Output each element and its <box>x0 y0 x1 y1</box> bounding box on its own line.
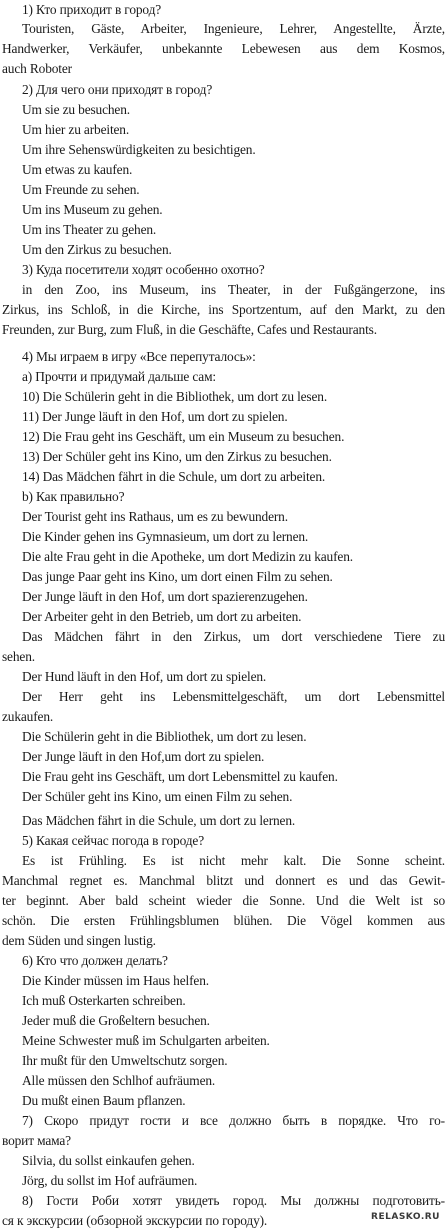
text-line: sehen. <box>2 649 35 664</box>
text-line: 5) Какая сейчас погода в городе? <box>22 833 205 848</box>
text-line: ter beginnt. Aber bald scheint wieder die Sonne. Und die Welt ist so <box>2 893 445 908</box>
text-line: Das junge Paar geht ins Kino, um dort einen Film zu sehen. <box>22 569 333 584</box>
text-line: Um etwas zu kaufen. <box>22 162 133 177</box>
text-line: Um Freunde zu sehen. <box>22 182 140 197</box>
text-line: 8) Гости Роби хотят увидеть город. Мы должны подготовить- <box>22 1193 445 1208</box>
text-line: Der Hund läuft in den Hof, um dort zu spielen. <box>22 669 267 684</box>
text-line: 11) Der Junge läuft in den Hof, um dort zu spielen. <box>22 409 288 424</box>
text-line: 1) Кто приходит в город? <box>22 2 162 17</box>
text-line: Ich muß Osterkarten schreiben. <box>22 993 186 1008</box>
text-line: 6) Кто что должен делать? <box>22 953 168 968</box>
text-line: Zirkus, ins Schloß, in die Kirche, ins Sportzentum, auf den Markt, zu den <box>2 302 445 317</box>
text-line: 7) Скоро придут гости и все должно быть в порядке. Что го- <box>22 1113 445 1128</box>
text-line: Silvia, du sollst einkaufen gehen. <box>22 1153 195 1168</box>
text-line: Um ins Theater zu gehen. <box>22 222 157 237</box>
text-line: Der Schüler geht ins Kino, um einen Film zu sehen. <box>22 789 293 804</box>
text-line: Der Junge läuft in den Hof,um dort zu spielen. <box>22 749 265 764</box>
text-line: Die Schülerin geht in die Bibliothek, um dort zu lesen. <box>22 729 307 744</box>
text-line: ся к экскурсии (обзорной экскурсии по городу). <box>2 1213 268 1228</box>
text-line: schön. Die ersten Frühlingsblumen blühen. Die Vögel kommen aus <box>2 913 445 928</box>
text-line: Das Mädchen fährt in den Zirkus, um dort verschiedene Tiere zu <box>22 629 445 644</box>
text-line: Die Kinder müssen im Haus helfen. <box>22 973 209 988</box>
text-line: 12) Die Frau geht ins Geschäft, um ein Museum zu besuchen. <box>22 429 345 444</box>
text-line: Um sie zu besuchen. <box>22 102 130 117</box>
text-line: Manchmal regnet es. Manchmal blitzt und donnert es und das Gewit- <box>2 873 445 888</box>
text-line: Um ins Museum zu gehen. <box>22 202 163 217</box>
text-line: a) Прочти и придумай дальше сам: <box>22 369 216 384</box>
text-line: auch Roboter <box>2 61 72 76</box>
text-line: Jörg, du sollst im Hof aufräumen. <box>22 1173 198 1188</box>
text-line: in den Zoo, ins Museum, ins Theater, in der Fußgängerzone, ins <box>22 282 445 297</box>
text-line: 13) Der Schüler geht ins Kino, um den Zirkus zu besuchen. <box>22 449 332 464</box>
text-line: 14) Das Mädchen fährt in die Schule, um dort zu arbeiten. <box>22 469 326 484</box>
text-line: Du mußt einen Baum pflanzen. <box>22 1093 186 1108</box>
text-line: Um den Zirkus zu besuchen. <box>22 242 172 257</box>
text-line: Die alte Frau geht in die Apotheke, um dort Medizin zu kaufen. <box>22 549 353 564</box>
text-line: b) Как правильно? <box>22 489 125 504</box>
text-line: Der Arbeiter geht in den Betrieb, um dort zu arbeiten. <box>22 609 302 624</box>
text-line: 4) Мы играем в игру «Все перепуталось»: <box>22 349 256 364</box>
site-watermark: RELASKO.RU <box>371 1212 440 1222</box>
text-line: Es ist Frühling. Es ist nicht mehr kalt. Die Sonne scheint. <box>22 853 445 868</box>
text-line: Handwerker, Verkäufer, unbekannte Lebewesen aus dem Kosmos, <box>2 41 445 56</box>
text-line: Der Tourist geht ins Rathaus, um es zu bewundern. <box>22 509 288 524</box>
text-line: 10) Die Schülerin geht in die Bibliothek, um dort zu lesen. <box>22 389 328 404</box>
text-line: Alle müssen den Schlhof aufräumen. <box>22 1073 216 1088</box>
text-line: zukaufen. <box>2 709 54 724</box>
text-line: ворит мама? <box>2 1133 71 1148</box>
text-line: Um ihre Sehenswürdigkeiten zu besichtigen. <box>22 142 256 157</box>
text-line: Ihr mußt für den Umweltschutz sorgen. <box>22 1053 228 1068</box>
text-line: Freunden, zur Burg, zum Fluß, in die Geschäfte, Cafes und Restaurants. <box>2 322 377 337</box>
text-line: Touristen, Gäste, Arbeiter, Ingenieure, Lehrer, Angestellte, Ärzte, <box>22 21 445 36</box>
text-line: 2) Для чего они приходят в город? <box>22 82 213 97</box>
text-line: Die Kinder gehen ins Gymnasieum, um dort zu lernen. <box>22 529 309 544</box>
text-line: Meine Schwester muß im Schulgarten arbeiten. <box>22 1033 270 1048</box>
text-line: 3) Куда посетители ходят особенно охотно? <box>22 262 265 277</box>
text-line: dem Süden und singen lustig. <box>2 933 156 948</box>
text-line: Die Frau geht ins Geschäft, um dort Lebensmittel zu kaufen. <box>22 769 338 784</box>
text-line: Der Junge läuft in den Hof, um dort spazierenzugehen. <box>22 589 308 604</box>
text-line: Jeder muß die Großeltern besuchen. <box>22 1013 210 1028</box>
text-line: Um hier zu arbeiten. <box>22 122 130 137</box>
text-line: Der Herr geht ins Lebensmittelgeschäft, um dort Lebensmittel <box>22 689 445 704</box>
text-line: Das Mädchen fährt in die Schule, um dort zu lernen. <box>22 813 296 828</box>
